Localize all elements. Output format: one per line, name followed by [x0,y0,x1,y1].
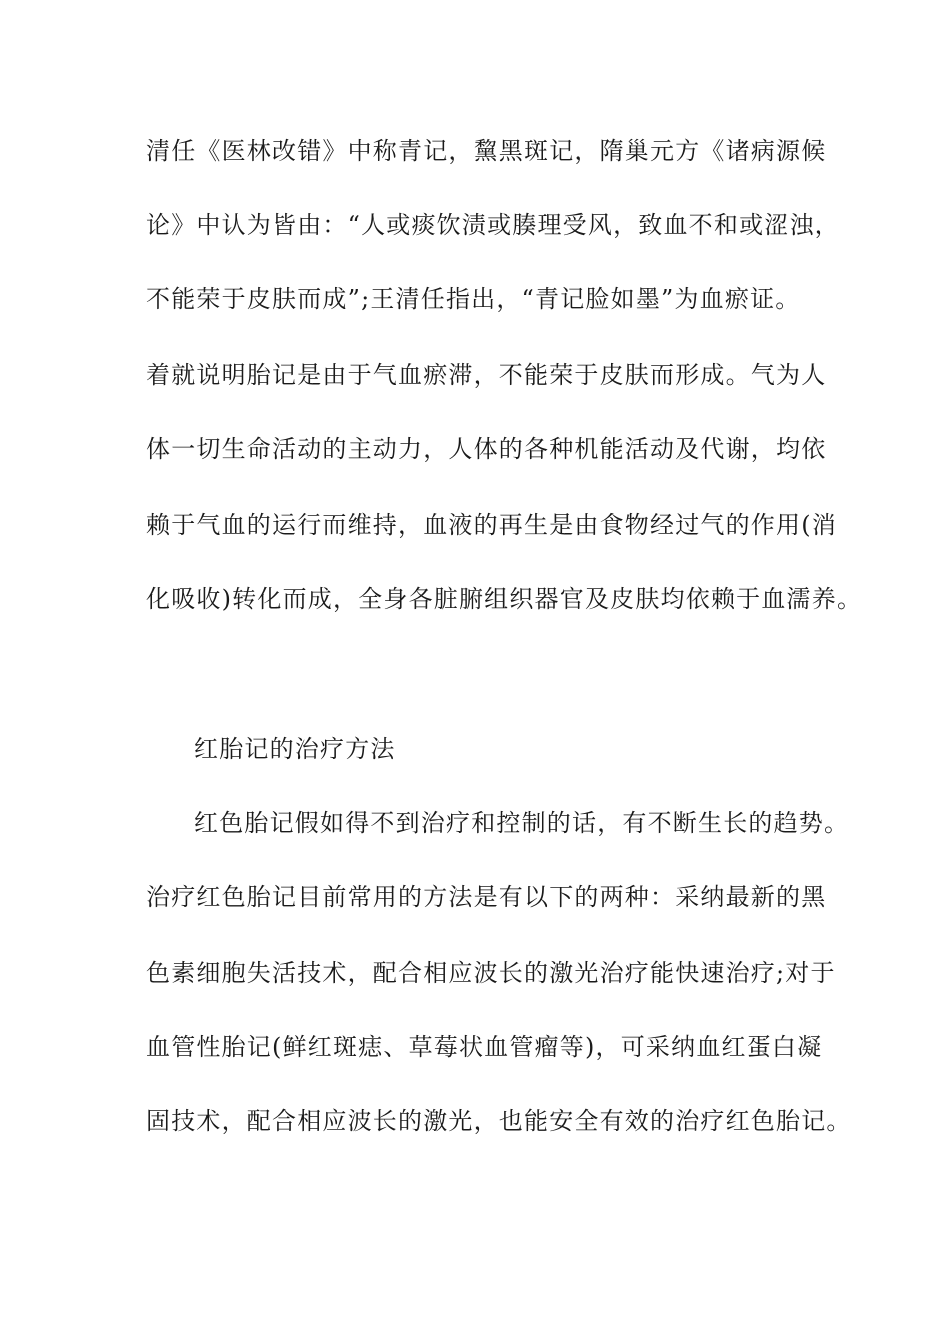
paragraph-line: 红色胎记假如得不到治疗和控制的话，有不断生长的趋势。 [194,809,850,837]
paragraph-line: 着就说明胎记是由于气血瘀滞，不能荣于皮肤而形成。气为人 [146,361,827,389]
paragraph-line: 赖于气血的运行而维持，血液的再生是由食物经过气的作用(消 [146,511,837,539]
paragraph-line: 清任《医林改错》中称青记，黧黑斑记，隋巢元方《诸病源候 [146,137,827,165]
paragraph-line: 论》中认为皆由：“人或痰饮渍或腠理受风，致血不和或涩浊， [146,211,840,239]
paragraph-line: 血管性胎记(鲜红斑痣、草莓状血管瘤等)，可采纳血红蛋白凝 [146,1033,823,1061]
paragraph-line: 固技术，配合相应波长的激光，也能安全有效的治疗红色胎记。 [146,1107,852,1135]
paragraph-line: 化吸收)转化而成，全身各脏腑组织器官及皮肤均依赖于血濡养。 [146,585,863,613]
paragraph-line: 不能荣于皮肤而成”;王清任指出，“青记脸如墨”为血瘀证。 [146,285,801,313]
paragraph-line: 体一切生命活动的主动力，人体的各种机能活动及代谢，均依 [146,435,827,463]
section-heading: 红胎记的治疗方法 [194,735,396,763]
paragraph-line: 色素细胞失活技术，配合相应波长的激光治疗能快速治疗;对于 [146,959,836,987]
paragraph-line: 治疗红色胎记目前常用的方法是有以下的两种：采纳最新的黑 [146,883,827,911]
